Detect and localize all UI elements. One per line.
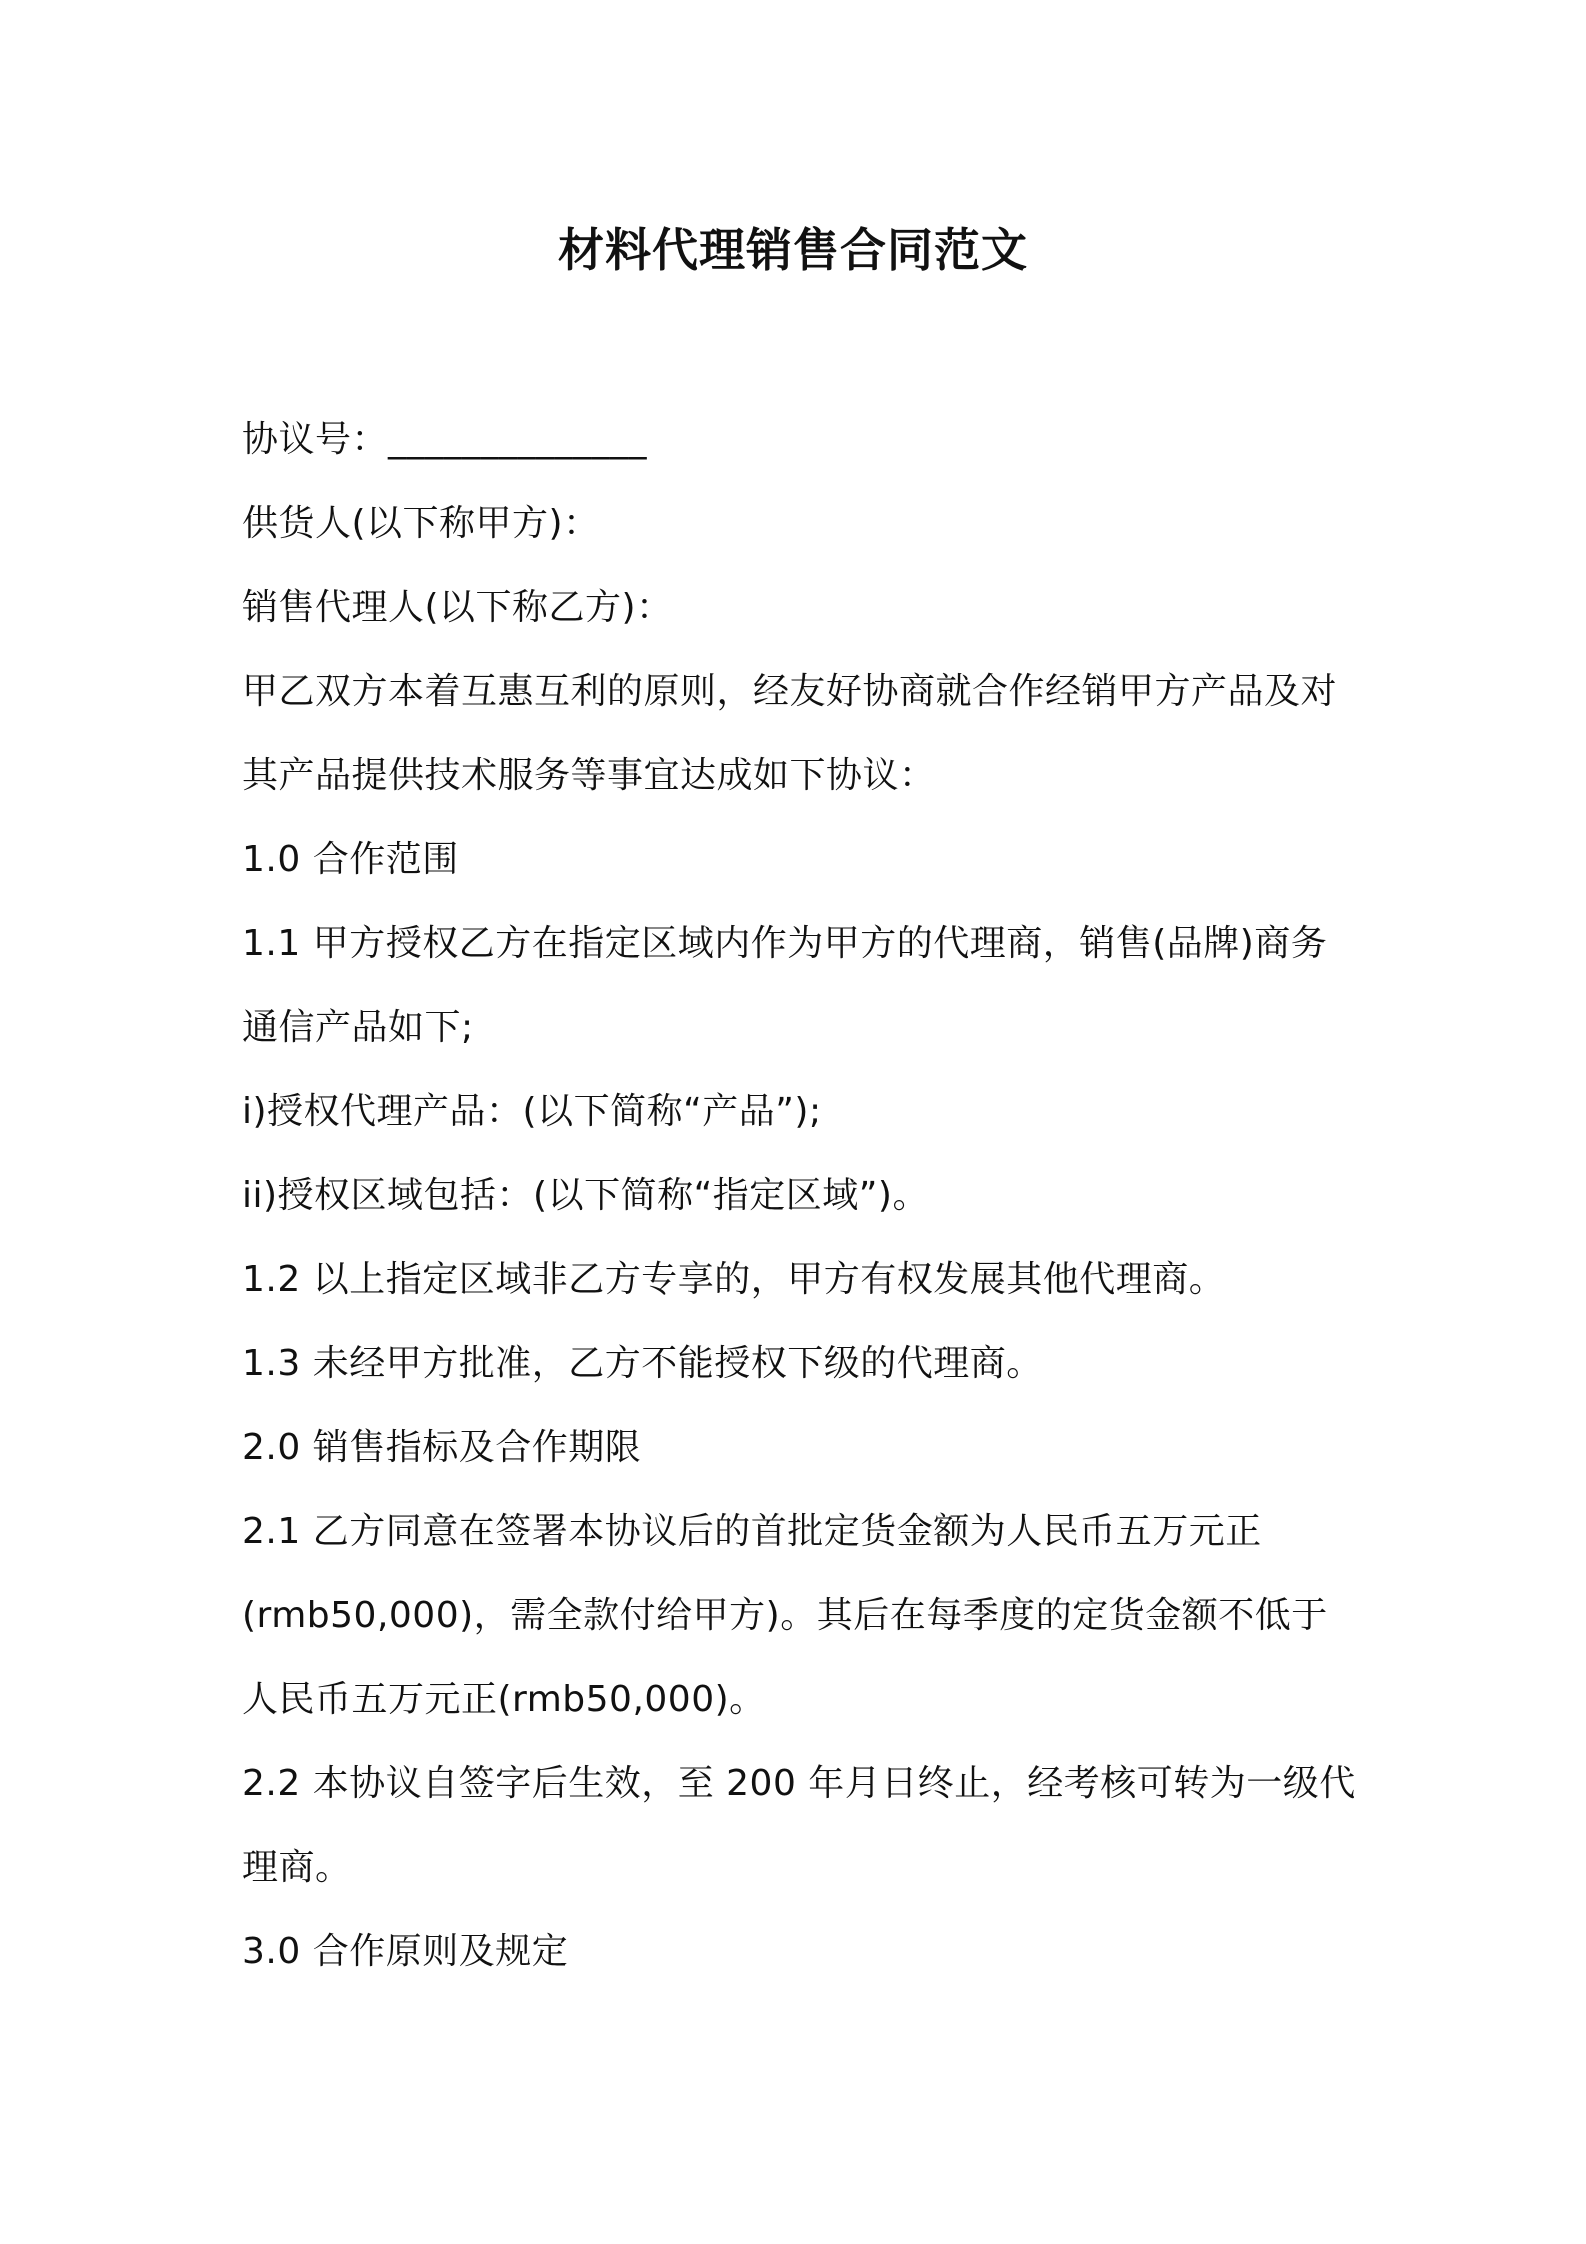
document-body bbox=[242, 398, 1362, 1994]
clause-line: i)授权代理产品：(以下简称“产品”); bbox=[242, 1091, 822, 1132]
clause-line: (rmb50,000)，需全款付给甲方)。其后在每季度的定货金额不低于 bbox=[242, 1595, 1328, 1636]
clause-line: 1.1 甲方授权乙方在指定区域内作为甲方的代理商，销售(品牌)商务 bbox=[242, 923, 1328, 964]
clause-line: 2.1 乙方同意在签署本协议后的首批定货金额为人民币五万元正 bbox=[242, 1511, 1262, 1552]
clause-line: 1.2 以上指定区域非乙方专享的，甲方有权发展其他代理商。 bbox=[242, 1259, 1226, 1300]
clause-line: 人民币五万元正(rmb50,000)。 bbox=[242, 1679, 766, 1720]
clause-line: 2.2 本协议自签字后生效，至 200 年月日终止，经考核可转为一级代 bbox=[242, 1763, 1356, 1804]
sales-agent-line: 销售代理人(以下称乙方)： bbox=[242, 587, 673, 628]
clause-line: 1.3 未经甲方批准，乙方不能授权下级的代理商。 bbox=[242, 1343, 1043, 1384]
clause-line: 理商。 bbox=[242, 1847, 352, 1888]
clause-line: 通信产品如下; bbox=[242, 1007, 474, 1048]
preamble-line: 甲乙双方本着互惠互利的原则，经友好协商就合作经销甲方产品及对 bbox=[242, 671, 1338, 712]
section-heading: 3.0 合作原则及规定 bbox=[242, 1931, 569, 1972]
preamble-line: 其产品提供技术服务等事宜达成如下协议： bbox=[242, 755, 936, 796]
section-heading: 1.0 合作范围 bbox=[242, 839, 459, 880]
supplier-line: 供货人(以下称甲方)： bbox=[242, 503, 600, 544]
section-heading: 2.0 销售指标及合作期限 bbox=[242, 1427, 642, 1468]
document-title: 材料代理销售合同范文 bbox=[558, 223, 1028, 277]
clause-line: ii)授权区域包括：(以下简称“指定区域”)。 bbox=[242, 1175, 929, 1216]
agreement-number-line: 协议号：______________ bbox=[242, 419, 648, 460]
